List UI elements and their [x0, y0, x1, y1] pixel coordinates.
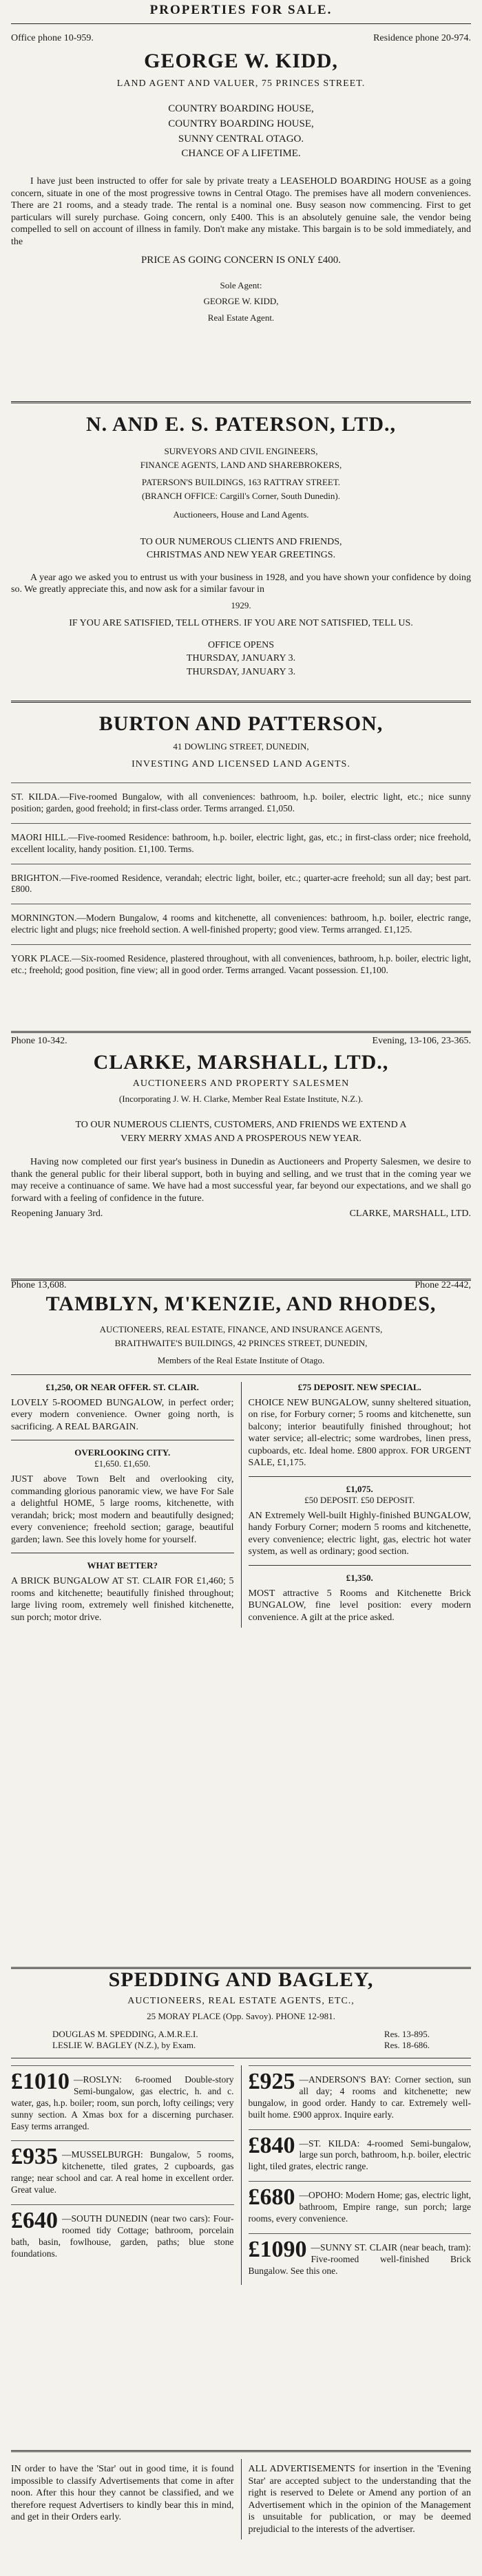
paterson-year: 1929.	[231, 599, 251, 610]
listing-text: BRIGHTON.—Five-roomed Residence, verandah; electric light, boiler, etc.; quarter-acre freehold; sun all day; best part. £800.	[11, 872, 471, 895]
listing-text: —SOUTH DUNEDIN (near two cars): Four-roomed tidy Cottage; bathroom, porcelain bath, basin, fowlhouse, garden, paths; blue stone foundations.	[11, 2213, 234, 2259]
kidd-body: I have just been instructed to offer for sale by private treaty a LEASEHOLD BOARDING HOUSE as a going concern, situate in one of the most progressive towns in Central Otago. The premises have all modern conveniences. There are 21 rooms, and a steady trade. The rental is a nominal one. Busy season now commencing. First to get particulars will surely purchase. Going concern, only £400. This is an absolutely genuine sale, the vendor being compelled to sell on account of illness in family. Don't make any mistake. This bargain is to be sold immediately, and the	[11, 176, 471, 247]
kidd-price: PRICE AS GOING CONCERN IS ONLY £400.	[140, 255, 342, 266]
notice-classify	[11, 2459, 234, 2540]
spedding-partner-1-res: Res. 13-895.	[384, 2029, 430, 2039]
clarke-greeting-1: TO OUR NUMEROUS CLIENTS, CUSTOMERS, AND FRIENDS WE EXTEND A	[75, 1120, 407, 1130]
divider	[249, 1476, 472, 1477]
paterson-date-2: THURSDAY, JANUARY 3.	[186, 666, 296, 677]
clarke-name: CLARKE, MARSHALL, LTD.,	[93, 1051, 389, 1074]
tamblyn-listing-sub: £50 DEPOSIT. £50 DEPOSIT.	[304, 1494, 415, 1505]
spedding-listing	[11, 2140, 234, 2204]
clarke-body: Having now completed our first year's business in Dunedin as Auctioneers and Property Salesmen, we desire to thank the general public for their liberal support, both in buying and selling, and we trust that in the coming year we may receive a continuance of same. We have had a most successful year, far beyond our expectations, and we shall go forward with a feeling of confidence in the future.	[11, 1157, 471, 1204]
notices	[11, 2450, 471, 2540]
notice-advertisements	[241, 2459, 472, 2540]
listing-text: —MUSSELBURGH: Bungalow, 5 rooms, kitchenette, tiled grates, 2 cupboards, gas range; near school and car. A real home in excellent order. Great value.	[11, 2149, 234, 2195]
tamblyn-line-1: AUCTIONEERS, REAL ESTATE, FINANCE, AND INSURANCE AGENTS,	[99, 1324, 383, 1334]
kidd-line-4: CHANCE OF A LIFETIME.	[181, 148, 301, 160]
tamblyn-right-column	[241, 1382, 472, 1628]
paterson-greeting-2: CHRISTMAS AND NEW YEAR GREETINGS.	[146, 550, 336, 561]
tamblyn-left-column	[11, 1382, 234, 1628]
spedding-partner-2: LESLIE W. BAGLEY (N.Z.), by Exam.	[52, 2040, 196, 2050]
clarke-incorporating: (Incorporating J. W. H. Clarke, Member Real Estate Institute, N.Z.).	[118, 1094, 364, 1104]
spedding-listing	[249, 2065, 472, 2129]
kidd-ad	[11, 33, 471, 326]
paterson-line-2: FINANCE AGENTS, LAND AND SHAREBROKERS,	[140, 459, 342, 470]
listing-text: —ANDERSON'S BAY: Corner section, sun all day; 4 rooms and kitchenette; new bungalow, in good order. Handy to car. Extremely well-built home. £900 approx. Inquire early.	[248, 2074, 471, 2120]
kidd-residence-phone: Residence phone 20-974.	[373, 33, 471, 43]
tamblyn-listing-head: £1,350.	[346, 1572, 373, 1583]
burton-listing	[11, 864, 471, 904]
listing-text: ST. KILDA.—Five-roomed Bungalow, with all conveniences: bathroom, h.p. boiler, electric light, etc.; nice sunny position; garden, good freehold; in first-class order. Terms arranged. £1,050.	[11, 791, 471, 813]
spedding-partner-2-res: Res. 18-686.	[384, 2040, 430, 2050]
tamblyn-phone-2: Phone 22-442,	[415, 1280, 471, 1290]
clarke-phone: Phone 10-342.	[11, 1036, 67, 1046]
burton-name: BURTON AND PATTERSON,	[98, 712, 384, 735]
kidd-subtitle: LAND AGENT AND VALUER, 75 PRINCES STREET.	[116, 78, 366, 89]
divider	[11, 401, 471, 403]
clarke-reopening: Reopening January 3rd.	[11, 1209, 103, 1220]
spedding-left-column	[11, 2065, 234, 2285]
spedding-listing	[11, 2065, 234, 2140]
clarke-ad	[11, 1036, 471, 1220]
tamblyn-listing-head: £1,075.	[346, 1483, 373, 1494]
listing-text: —OPOHO: Modern Home; gas, electric light, bathroom, Empire range, sun porch; large rooms, every convenience.	[248, 2190, 471, 2224]
kidd-line-2: COUNTRY BOARDING HOUSE,	[168, 118, 314, 129]
kidd-agent-name: GEORGE W. KIDD,	[203, 296, 279, 307]
paterson-line-3: PATERSON'S BUILDINGS, 163 RATTRAY STREET.	[141, 477, 341, 487]
burton-address: 41 DOWLING STREET, DUNEDIN,	[173, 741, 309, 752]
spedding-listing	[249, 2233, 472, 2286]
divider	[11, 1374, 471, 1375]
burton-subtitle: INVESTING AND LICENSED LAND AGENTS.	[132, 759, 350, 769]
tamblyn-ad	[11, 1280, 471, 1628]
spedding-name: SPEDDING AND BAGLEY,	[108, 1968, 374, 1991]
paterson-body: A year ago we asked you to entrust us with your business in 1928, and you have shown your confidence by doing so. We greatly appreciate this, and now ask for a similar favour in	[11, 572, 471, 595]
tamblyn-phone: Phone 13,608.	[11, 1280, 67, 1290]
tamblyn-listing-head: OVERLOOKING CITY.	[74, 1447, 171, 1458]
kidd-agent-title: Real Estate Agent.	[207, 312, 275, 323]
tamblyn-name: TAMBLYN, M'KENZIE, AND RHODES,	[45, 1292, 437, 1315]
burton-listing	[11, 783, 471, 823]
listing-price: £1010	[11, 2069, 70, 2094]
paterson-office-opens: OFFICE OPENS	[207, 639, 275, 650]
kidd-agent-label: Sole Agent:	[220, 280, 262, 290]
clarke-evening-phone: Evening, 13-106, 23-365.	[372, 1036, 471, 1046]
kidd-line-3: SUNNY CENTRAL OTAGO.	[178, 133, 304, 145]
tamblyn-listing-body: LOVELY 5-ROOMED BUNGALOW, in perfect order; every modern convenience. Owner going north, is sacrificing. A REAL BARGAIN.	[11, 1397, 234, 1432]
kidd-office-phone: Office phone 10-959.	[11, 33, 94, 43]
listing-text: MORNINGTON.—Modern Bungalow, 4 rooms and kitchenette, all conveniences: bathroom, h.p. boiler, electric range, electric light and plugs; nice freehold section. A well-finished property; good view. Terms arranged. £1,125.	[11, 913, 471, 935]
paterson-tagline: IF YOU ARE SATISFIED, TELL OTHERS. IF YOU ARE NOT SATISFIED, TELL US.	[69, 617, 413, 628]
paterson-date-1: THURSDAY, JANUARY 3.	[186, 653, 296, 664]
paterson-line-4: (BRANCH OFFICE: Cargill's Corner, South Dunedin).	[142, 490, 340, 501]
tamblyn-listing-body: A BRICK BUNGALOW AT ST. CLAIR FOR £1,460; 5 rooms and kitchenette; beautifully finished throughout; large living room, extremely well finished kitchenette, sun porch; motor drive.	[11, 1576, 234, 1623]
spedding-subtitle: AUCTIONEERS, REAL ESTATE AGENTS, ETC.,	[127, 1996, 355, 2006]
spedding-listing	[249, 2129, 472, 2182]
kidd-name: GEORGE W. KIDD,	[144, 50, 338, 72]
page-header: PROPERTIES FOR SALE.	[11, 0, 471, 24]
listing-price: £935	[11, 2144, 58, 2170]
paterson-name: N. AND E. S. PATERSON, LTD.,	[85, 413, 397, 436]
tamblyn-listing-body: AN Extremely Well-built Highly-finished BUNGALOW, handy Forbury Corner; modern 5 rooms and kitchenette, every convenience; electric light, gas, electric hot water system, as well as ordinary; good section.	[248, 1510, 471, 1557]
notice-advertisements-text: ALL ADVERTISEMENTS for insertion in the 'Evening Star' are accepted subject to the understanding that the right is reserved to Delete or Amend any portion of an Advertisement which in the opinion of the Management is unsuitable for publication, or may be deemed prejudicial to the interests of the advertiser.	[248, 2464, 471, 2535]
spedding-listing	[11, 2204, 234, 2268]
tamblyn-listing-head: WHAT BETTER?	[87, 1560, 158, 1571]
listing-text: —ROSLYN: 6-roomed Double-story Semi-bungalow, gas electric, h. and c. water, gas, h.p. boiler; room, sun porch, lofty ceilings; very sunny section. A Xmas box for a discerning purchaser. Easy terms arranged.	[11, 2074, 234, 2131]
listing-price: £640	[11, 2207, 58, 2233]
spedding-right-column	[241, 2065, 472, 2285]
divider	[249, 1565, 472, 1566]
tamblyn-listing-head: £75 DEPOSIT. NEW SPECIAL.	[297, 1381, 421, 1392]
paterson-line-5: Auctioneers, House and Land Agents.	[173, 509, 309, 520]
burton-listing	[11, 823, 471, 864]
paterson-ad	[11, 413, 471, 679]
divider	[11, 701, 471, 703]
clarke-subtitle: AUCTIONEERS AND PROPERTY SALESMEN	[132, 1078, 350, 1089]
tamblyn-listing-body: CHOICE NEW BUNGALOW, sunny sheltered situation, on rise, for Forbury corner; 5 rooms and kitchenette, sun balcony; interior beautifully finished throughout; hot water service; all-electric; some wardrobes, linen press, cupboards, etc. Ideal home. £800 approx. FOR URGENT SALE, £1,175.	[248, 1397, 471, 1468]
listing-text: YORK PLACE.—Six-roomed Residence, plastered throughout, with all conveniences, bathroom, h.p. boiler, electric light, etc.; freehold; good position, fine view; all in good order. Terms arranged. Vacant possession. £1,100.	[11, 953, 471, 975]
listing-price: £1090	[248, 2236, 307, 2262]
burton-listing	[11, 904, 471, 944]
kidd-line-1: COUNTRY BOARDING HOUSE,	[168, 103, 314, 114]
tamblyn-line-3: Members of the Real Estate Institute of Otago.	[157, 1355, 325, 1365]
listing-price: £925	[248, 2069, 295, 2094]
tamblyn-listing-head: £1,250, OR NEAR OFFER. ST. CLAIR.	[45, 1381, 199, 1392]
tamblyn-line-2: BRAITHWAITE'S BUILDINGS, 42 PRINCES STREET, DUNEDIN,	[114, 1337, 368, 1348]
burton-ad	[11, 712, 471, 985]
tamblyn-listing-body: MOST attractive 5 Rooms and Kitchenette Brick BUNGALOW, fine level position: every modern convenience. A gilt at the price asked.	[248, 1588, 471, 1623]
divider	[11, 1031, 471, 1033]
spedding-address: 25 MORAY PLACE (Opp. Savoy). PHONE 12-981.	[147, 2011, 335, 2021]
tamblyn-listing-body: JUST above Town Belt and overlooking city, commanding glorious panoramic view, we have For Sale a delightful HOME, 5 large rooms, kitchenette, with verandah; brick; most modern and beautifully designed; every convenience; freehold section; garage, beautiful garden; lawn. See this lovely home for yourself.	[11, 1474, 234, 1545]
listing-text: —ST. KILDA: 4-roomed Semi-bungalow, large sun porch, bathroom, h.p. boiler, electric light, tiled grates, electric range.	[248, 2138, 471, 2172]
paterson-greeting-1: TO OUR NUMEROUS CLIENTS AND FRIENDS,	[140, 536, 342, 547]
listing-price: £840	[248, 2132, 295, 2158]
spedding-partner-1: DOUGLAS M. SPEDDING, A.M.R.E.I.	[52, 2029, 198, 2039]
notice-classify-text: IN order to have the 'Star' out in good time, it is found impossible to classify Advertisements that come in after noon. After this hour they cannot be classified, and we therefore request Advertisers to kindly bear this in mind, and get in their Orders early.	[11, 2464, 234, 2522]
burton-listing	[11, 944, 471, 985]
listing-text: MAORI HILL.—Five-roomed Residence: bathroom, h.p. boiler, electric light, gas, etc.; in first-class order; nice freehold, excellent locality, handy position. £1,100. Terms.	[11, 831, 471, 854]
clarke-signature: CLARKE, MARSHALL, LTD.	[349, 1209, 471, 1220]
clarke-greeting-2: VERY MERRY XMAS AND A PROSPEROUS NEW YEAR.	[120, 1133, 362, 1144]
spedding-listing	[249, 2181, 472, 2233]
listing-price: £680	[248, 2184, 295, 2211]
tamblyn-listing-sub: £1,650. £1,650.	[94, 1458, 151, 1469]
spedding-ad	[11, 1968, 471, 2285]
paterson-line-1: SURVEYORS AND CIVIL ENGINEERS,	[164, 446, 318, 456]
listing-text: —SUNNY ST. CLAIR (near beach, tram): Five-roomed well-finished Brick Bungalow. See this one.	[248, 2242, 471, 2276]
